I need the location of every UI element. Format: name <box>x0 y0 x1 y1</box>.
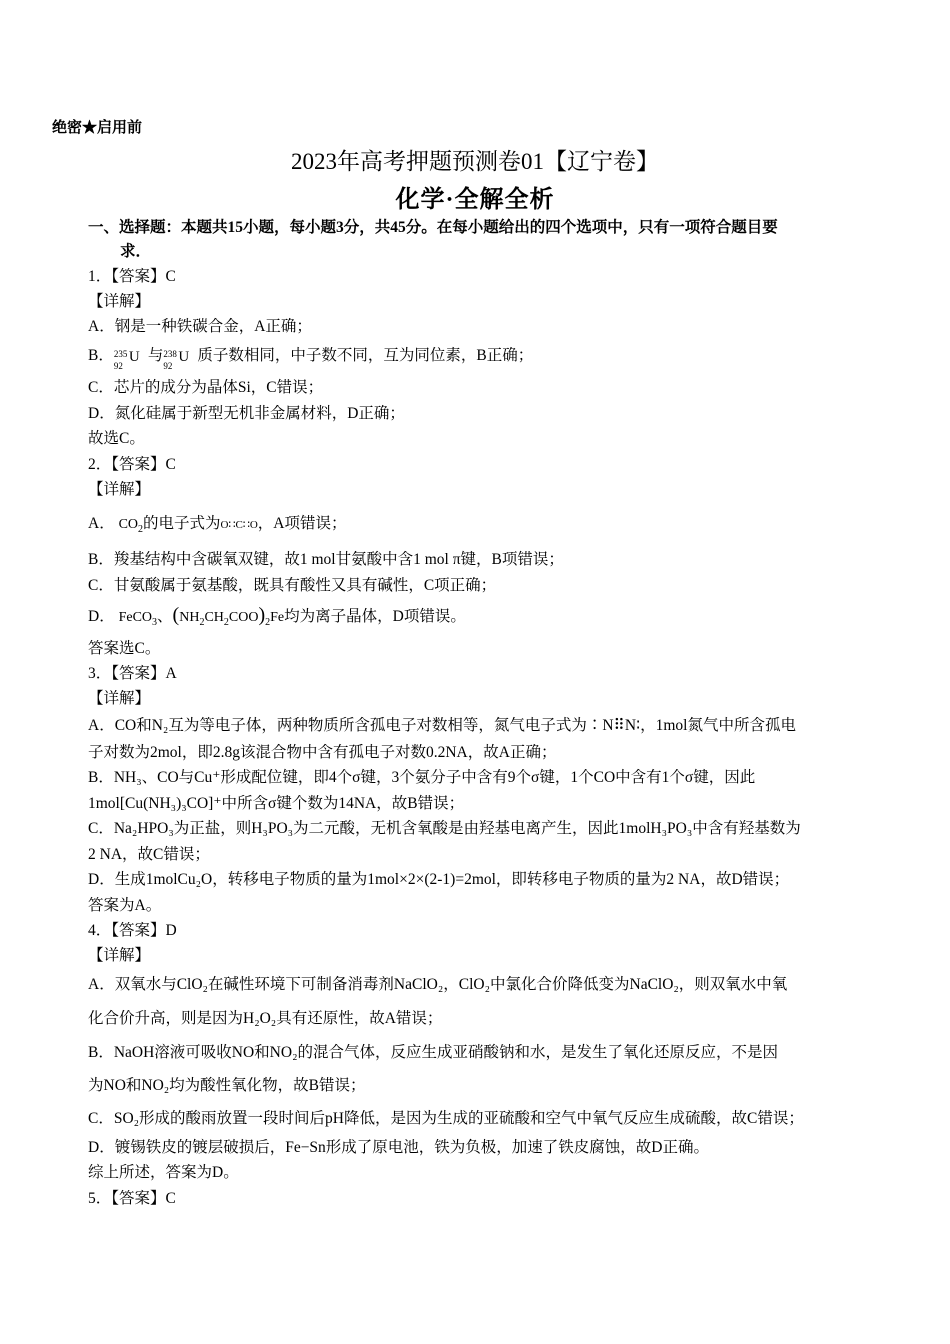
q2-d-separator: 、 <box>157 608 173 625</box>
u235-symbol: U <box>128 349 140 366</box>
q2-detail: 【详解】 <box>88 481 151 498</box>
feco3-subscript: 3 <box>152 616 158 628</box>
q5-answer: 5．【答案】C <box>88 1190 176 1207</box>
q4-answer: 4．【答案】D <box>88 922 177 939</box>
q4-conclusion: 综上所述，答案为D。 <box>88 1164 239 1181</box>
q2-a-mid: 的电子式为 <box>143 515 221 532</box>
confidential-label: 绝密★启用前 <box>52 120 143 136</box>
q1-option-d: D．氮化硅属于新型无机非金属材料，D正确； <box>88 405 405 422</box>
q2-answer: 2．【答案】C <box>88 456 176 473</box>
feco3-formula <box>118 610 158 628</box>
q4-detail: 【详解】 <box>88 947 151 964</box>
q1-conclusion: 故选C。 <box>88 430 145 447</box>
exam-title: 2023年高考押题预测卷01【辽宁卷】 <box>291 149 659 174</box>
section-heading-line2: 求． <box>120 243 152 260</box>
q3-conclusion: 答案为A。 <box>88 897 162 914</box>
q4-option-d-line1: D．镀锡铁皮的镀层破损后，Fe−Sn形成了原电池，铁为负极，加速了铁皮腐蚀，故D正确。 <box>88 1139 710 1156</box>
glycinate-count: 2 <box>265 616 271 628</box>
co2-symbol: CO <box>118 517 139 532</box>
q4-option-b-line2: 为NO和NO₂均为酸性氧化物，故B错误； <box>88 1077 366 1094</box>
q1-b-rest: 质子数相同，中子数不同，互为同位素，B正确； <box>197 347 534 364</box>
co2-subscript: 2 <box>138 523 144 535</box>
q3-option-b-line2: 1mol[Cu(NH₃)₃CO]⁺中所含σ键个数为14NA，故B错误； <box>88 795 465 812</box>
glycinate-nh: NH <box>179 610 200 625</box>
q1-b-prefix: B． <box>88 347 114 364</box>
q3-option-c-line1: C．Na₂HPO₃为正盐，则H₃PO₃为二元酸，无机含氧酸是由羟基电离产生，因此1molH₃PO₃中含有羟基数为 <box>88 820 801 837</box>
q4-option-a-line2: 化合价升高，则是因为H₂O₂具有还原性，故A错误； <box>88 1010 443 1027</box>
q4-option-c-line1: C．SO₂形成的酸雨放置一段时间后pH降低，是因为生成的亚硫酸和空气中氧气反应生成硫酸，故C错误； <box>88 1110 804 1127</box>
q1-option-c: C．芯片的成分为晶体Si，C错误； <box>88 379 324 396</box>
glycinate-nh-sub: 2 <box>199 616 205 628</box>
q1-answer: 1．【答案】C <box>88 268 176 285</box>
u238-isotope <box>163 346 197 372</box>
u235-mass: 235 <box>113 349 128 360</box>
glycinate-ch: CH <box>204 610 224 625</box>
co2-lewis-structure: O∷C∷O <box>220 519 258 531</box>
q4-option-b-line1: B．NaOH溶液可吸收NO和NO₂的混合气体，反应生成亚硝酸钠和水，是发生了氧化还原反应，不是因 <box>88 1044 778 1061</box>
q2-option-d <box>88 605 466 633</box>
q3-detail: 【详解】 <box>88 690 151 707</box>
q3-option-a-line2: 子对数为2mol，即2.8g该混合物中含有孤电子对数0.2NA，故A正确； <box>88 744 557 761</box>
q1-option-a: A．钢是一种铁碳合金，A正确； <box>88 318 312 335</box>
q2-a-rest: ，A项错误； <box>257 515 347 532</box>
section-heading-line1: 一、选择题：本题共15小题，每小题3分，共45分。在每小题给出的四个选项中，只有一项符合题目要 <box>88 219 778 236</box>
glycine-iron-formula: $(NH_2CH_2COO)_2Fe$ <box>172 604 285 628</box>
q2-conclusion: 答案选C。 <box>88 640 161 657</box>
q2-d-prefix: D． <box>88 608 115 625</box>
q1-detail: 【详解】 <box>88 293 151 310</box>
q3-answer: 3．【答案】A <box>88 665 177 682</box>
u238-mass: 238 <box>163 349 177 360</box>
u235-atomic-number: 92 <box>113 361 123 372</box>
q2-option-a <box>88 514 346 540</box>
q2-d-rest: 均为离子晶体，D项错误。 <box>284 608 466 625</box>
q2-option-b: B．羧基结构中含碳氧双键，故1 mol甘氨酸中含1 mol π键，B项错误； <box>88 551 564 568</box>
u238-symbol: U <box>178 349 190 366</box>
q1-option-b <box>88 346 534 372</box>
glycinate-coo: COO <box>228 610 259 625</box>
q3-option-c-line2: 2 NA，故C错误； <box>88 846 210 863</box>
section-heading <box>88 216 868 264</box>
q4-option-a-line1: A．双氧水与ClO₂在碱性环境下可制备消毒剂NaClO₂，ClO₂中氯化合价降低变为NaClO₂，则双氧水中氧 <box>88 976 788 993</box>
glycinate-ch-sub: 2 <box>223 616 229 628</box>
glycinate-fe: Fe <box>270 610 285 625</box>
feco3-symbol: FeCO <box>118 610 153 625</box>
q1-b-mid: 与 <box>147 347 164 364</box>
co2-formula <box>118 517 144 535</box>
q2-a-prefix: A． <box>88 515 115 532</box>
q3-option-d-line1: D．生成1molCu₂O，转移电子物质的量为1mol×2×(2-1)=2mol，即转移电子物质的量为2 NA，故D错误； <box>88 871 790 888</box>
u238-atomic-number: 92 <box>163 361 173 372</box>
u235-isotope <box>113 346 148 372</box>
q3-option-a-line1: A．CO和N₂互为等电子体，两种物质所含孤电子对数相等，氮气电子式为∶N⠿N∶，1mol氮气中所含孤电 <box>88 717 796 734</box>
q2-option-c: C．甘氨酸属于氨基酸，既具有酸性又具有碱性，C项正确； <box>88 577 497 594</box>
exam-subtitle: 化学·全解全析 <box>395 187 555 213</box>
q3-option-b-line1: B．NH₃、CO与Cu⁺形成配位键，即4个σ键，3个氨分子中含有9个σ键，1个CO中含有1个σ键，因此 <box>88 769 756 786</box>
